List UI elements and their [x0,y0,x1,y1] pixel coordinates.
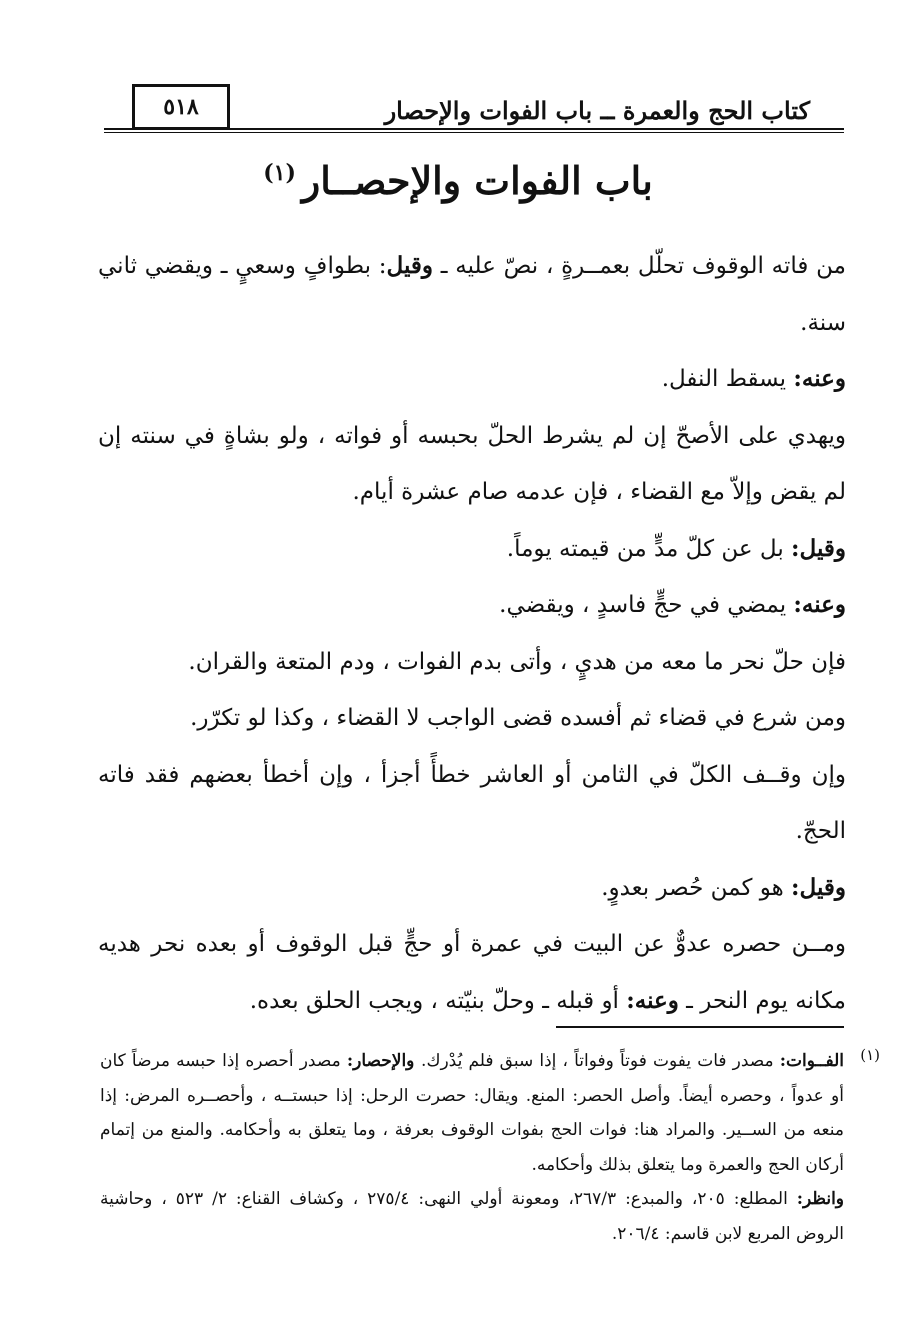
paragraph [98,351,846,408]
paragraph [98,238,846,351]
paragraph: فإن حلّ نحر ما معه من هديٍ ، وأتى بدم الفوات ، ودم المتعة والقران. [188,648,846,675]
paragraph: وإن وقــف الكلّ في الثامن أو العاشر خطأً أجزأ ، وإن أخطأ بعضهم فقد فاته الحجّ. [98,761,846,844]
text-run: المطلع: ٢٠٥، والمبدع: ٢٦٧/٣، ومعونة أولي النهى: ٢٧٥/٤ ، وكشاف القناع: ٢/ ٥٢٣ ، وحاشية الروض المربع لابن قاسم: ٢٠٦/٤. [100,1189,844,1244]
running-title: كتاب الحج والعمرة ــ باب الفوات والإحصار [242,96,818,125]
text-run: مصدر فات يفوت فوتاً وفواتاً ، إذا سبق فلم يُدْرك. [421,1051,780,1071]
footnote-reference: (١) [263,160,296,187]
paragraph [98,577,846,634]
bold-label: وقيل [386,252,433,279]
paragraph [98,521,846,578]
text-run: هو كمن حُصر بعدوٍ. [601,874,792,901]
bold-label: وانظر: [796,1189,845,1209]
paragraph: ويهدي على الأصحّ إن لم يشرط الحلّ بحبسه أو فواته ، ولو بشاةٍ في سنته إن لم يقض وإلاّ مع القضاء ، فإن عدمه صام عشرة أيام. [98,422,846,505]
bold-label: وعنه: [626,986,679,1014]
footnote-references [100,1182,844,1251]
chapter-title [0,158,916,203]
running-header [104,84,844,140]
footnote-divider [556,1026,844,1028]
bold-label: والإحصار: [346,1051,422,1071]
text-run: بل عن كلّ مدٍّ من قيمته يوماً. [506,535,792,562]
footnote-text [100,1044,844,1182]
text-run: من فاته الوقوف تحلّل بعمــرةٍ ، نصّ عليه ـ [440,253,847,279]
bold-label: وقيل: [791,534,846,562]
text-run: يمضي في حجٍّ فاسدٍ ، ويقضي. [499,592,794,618]
bold-label: وعنه: [793,591,846,618]
page-number: ٥١٨ [132,84,230,130]
text-run: : بطوافٍ وسعيٍ ـ ويقضي ثاني سنة. [98,253,846,336]
bold-label: وعنه: [793,365,846,392]
text-run: ومــن حصره عدوٌّ عن البيت في عمرة أو حجٍّ قبل الوقوف أو بعده نحر هديه مكانه يوم النحر ـ [98,931,846,1014]
paragraph [98,860,846,917]
bold-label: وقيل: [791,873,846,901]
footnote-marker: (١) [860,1046,880,1064]
text-run: أو قبله ـ وحلّ بنيّته ، ويجب الحلق بعده. [249,987,627,1014]
paragraph: ومن شرع في قضاء ثم أفسده قضى الواجب لا القضاء ، وكذا لو تكرّر. [190,705,846,731]
footnote [100,1044,880,1251]
body-text [98,238,846,1029]
text-run: يسقط النفل. [661,366,794,392]
chapter-title-text: باب الفوات والإحصــار [301,158,653,203]
header-rule-thin [104,132,844,133]
bold-label: الفــوات: [779,1051,845,1071]
paragraph [98,916,846,1029]
text-run: مصدر أحصره إذا حبسه مرضاً كان أو عدواً ، وحصره أيضاً. وأصل الحصر: المنع. ويقال: حصرت الرحل: إذا حبستــه ، وأحصــره المرض: إذا منعه من الســير. والمراد هنا: فوات الحج بفوات الوقوف بعرفة ، وما يتعلق به وأحكامه. والمنع من إتمام أركان الحج والعمرة وما يتعلق بذلك وأحكامه. [100,1051,844,1175]
